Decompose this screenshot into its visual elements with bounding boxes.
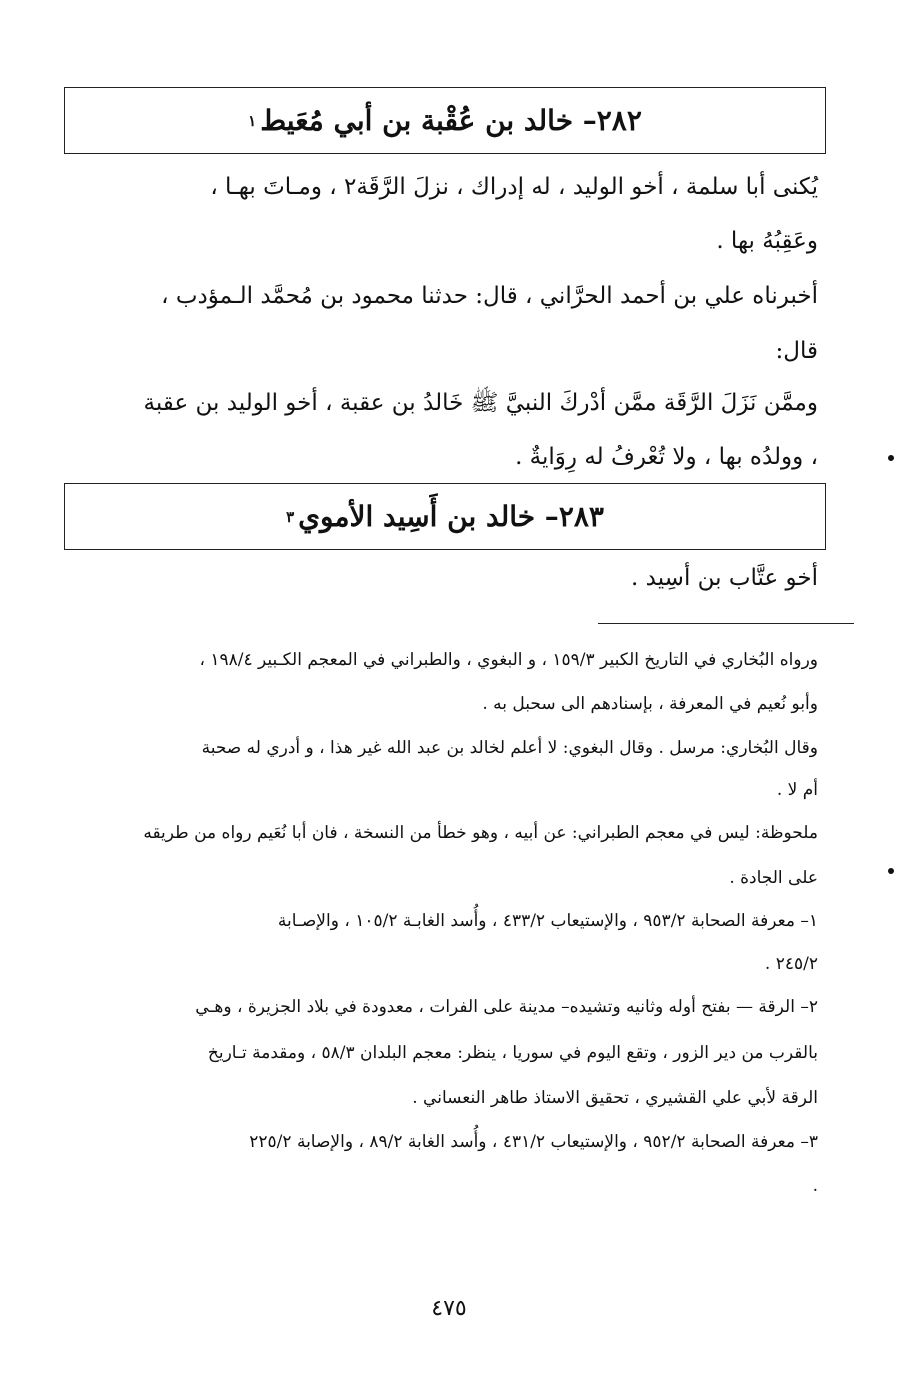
footnote-line-2: وأبو نُعيم في المعرفة ، بإسنادهم الى سحبل به . — [482, 694, 818, 714]
entry-283-footnote-ref: ٣ — [286, 507, 295, 526]
entry-283-line-1: أخو عتَّاب بن أسِيد . — [631, 565, 818, 591]
footnote-divider — [598, 623, 854, 624]
entry-282-line-2: وعَقِبُهُ بها . — [716, 228, 818, 254]
footnote-line-5: ملحوظة: ليس في معجم الطبراني: عن أبيه ، وهو خطأ من النسخة ، فان أبا نُعَيم رواه من طريقه — [143, 823, 818, 843]
entry-282-line-5: وممَّن نَزَلَ الرَّقَة ممَّن أدْركَ النبيَّ ﷺ خَالدُ بن عقبة ، أخو الوليد بن عقبة — [143, 390, 818, 416]
footnote-line-6: على الجادة . — [729, 868, 818, 888]
entry-282-footnote-ref: ١ — [248, 111, 257, 130]
entry-282-title-box — [64, 87, 826, 154]
entry-282-line-4: قال: — [775, 338, 818, 364]
entry-282-title: ٢٨٢– خالد بن عُقْبة بن أبي مُعَيط — [260, 104, 642, 137]
footnote-line-8: ٢٤٥/٢ . — [764, 954, 818, 974]
footnote-line-3: وقال البُخاري: مرسل . وقال البغوي: لا أعلم لخالد بن عبد الله غير هذا ، و أدري له صحبة — [201, 738, 818, 758]
footnote-line-11: الرقة لأبي علي القشيري ، تحقيق الاستاذ طاهر النعساني . — [412, 1088, 818, 1108]
entry-282-line-1: يُكنى أبا سلمة ، أخو الوليد ، له إدراك ، نزلَ الرَّقَة٢ ، ومـاتَ بهـا ، — [210, 174, 818, 200]
footnote-line-13: . — [812, 1176, 818, 1196]
entry-282-line-3: أخبرناه علي بن أحمد الحرَّاني ، قال: حدثنا محمود بن مُحمَّد الـمؤدب ، — [161, 283, 818, 309]
entry-282-line-6: ، وولدُه بها ، ولا تُعْرفُ له رِوَايةٌ . — [515, 444, 818, 470]
footnote-line-7: ١– معرفة الصحابة ٩٥٣/٢ ، والإستيعاب ٤٣٣/٢ ، وأُسد الغابـة ١٠٥/٢ ، والإصـابة — [277, 911, 818, 931]
footnote-line-1: ورواه البُخاري في التاريخ الكبير ١٥٩/٣ ، و البغوي ، والطبراني في المعجم الكـبير ١٩٨/٤ ، — [199, 650, 818, 670]
footnote-line-9: ٢– الرقة — بفتح أوله وثانيه وتشيده– مدينة على الفرات ، معدودة في بلاد الجزيرة ، وهـي — [195, 997, 818, 1017]
scan-mark-lower — [888, 868, 894, 874]
scan-mark-upper — [888, 455, 894, 461]
entry-283-title-box — [64, 483, 826, 550]
page-number: ٤٧٥ — [431, 1296, 467, 1321]
entry-283-title: ٢٨٣– خالد بن أَسِيد الأموي — [298, 500, 604, 533]
footnote-line-12: ٣– معرفة الصحابة ٩٥٢/٢ ، والإستيعاب ٤٣١/٢ ، وأُسد الغابة ٨٩/٢ ، والإصابة ٢٢٥/٢ — [249, 1132, 818, 1152]
footnote-line-10: بالقرب من دير الزور ، وتقع اليوم في سوريا ، ينظر: معجم البلدان ٥٨/٣ ، ومقدمة تـاريخ — [207, 1043, 818, 1063]
footnote-line-4: أم لا . — [776, 780, 818, 800]
